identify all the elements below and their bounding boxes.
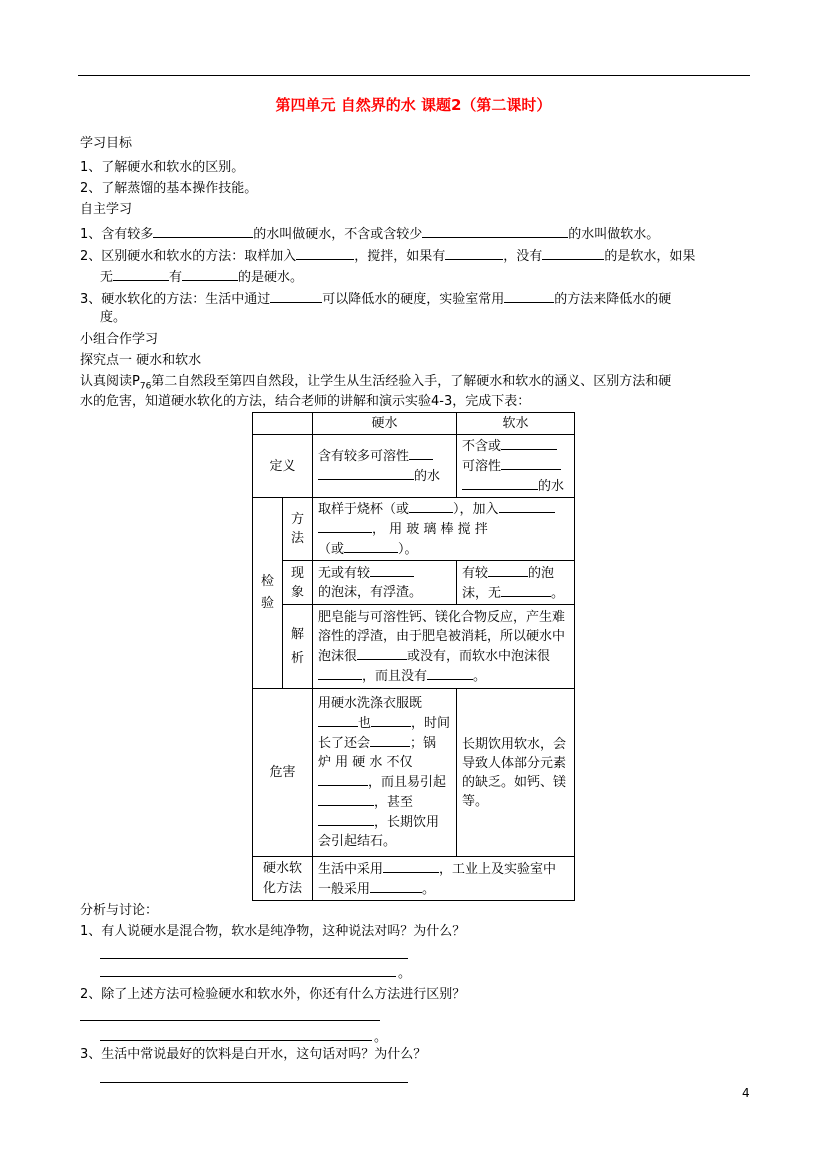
blank[interactable] bbox=[318, 812, 374, 826]
blank[interactable] bbox=[499, 499, 555, 513]
label-phenomenon: 现象 bbox=[283, 561, 313, 605]
answer-line[interactable] bbox=[100, 958, 408, 959]
softening-methods: 生活中采用 ，工业上及实验室中一般采用 。 bbox=[313, 857, 575, 901]
intro-line-2: 水的危害，知道硬水软化的方法，结合老师的讲解和演示实验4-3，完成下表： bbox=[80, 394, 531, 409]
blank[interactable] bbox=[153, 224, 253, 238]
blank[interactable] bbox=[427, 666, 473, 680]
group-heading: 小组合作学习 bbox=[80, 332, 159, 347]
answer-line[interactable] bbox=[100, 1082, 408, 1083]
blank[interactable] bbox=[113, 267, 169, 281]
self-study-heading: 自主学习 bbox=[80, 202, 133, 217]
blank[interactable] bbox=[370, 733, 410, 747]
page-title: 第四单元 自然界的水 课题2（第二课时） bbox=[275, 96, 552, 114]
blank[interactable] bbox=[270, 289, 322, 303]
blank[interactable] bbox=[370, 563, 414, 577]
question-3-line-2: 度。 bbox=[100, 310, 127, 325]
question-2-line-2: 无 有 的是硬水。 bbox=[100, 267, 303, 286]
blank[interactable] bbox=[318, 666, 362, 680]
blank[interactable] bbox=[318, 519, 372, 533]
blank[interactable] bbox=[488, 563, 528, 577]
phenomenon-hard: 无或有较 的泡沫，有浮渣。 bbox=[313, 561, 457, 605]
page-number: 4 bbox=[742, 1086, 750, 1100]
blank[interactable] bbox=[318, 772, 368, 786]
definition-soft: 不含或 可溶性 的水 bbox=[457, 435, 575, 498]
blank[interactable] bbox=[409, 499, 453, 513]
header-rule bbox=[78, 75, 750, 76]
blank[interactable] bbox=[371, 713, 411, 727]
goal-2: 2、了解蒸馏的基本操作技能。 bbox=[80, 181, 258, 196]
test-method: 取样于烧杯（或 ），加入 ， 用 玻 璃 棒 搅 拌 （或 ）。 bbox=[313, 498, 575, 561]
header-soft-water: 软水 bbox=[457, 413, 575, 435]
definition-hard: 含有较多可溶性 的水 bbox=[313, 435, 457, 498]
end-mark: 。 bbox=[374, 1030, 388, 1045]
header-hard-water: 硬水 bbox=[313, 413, 457, 435]
blank[interactable] bbox=[370, 879, 422, 893]
blank[interactable] bbox=[501, 436, 557, 450]
answer-line[interactable] bbox=[80, 1020, 380, 1021]
answer-line[interactable] bbox=[100, 1040, 372, 1041]
blank[interactable] bbox=[318, 792, 374, 806]
phenomenon-soft: 有较 的泡 沫，无 。 bbox=[457, 561, 575, 605]
blank[interactable] bbox=[318, 466, 414, 480]
answer-line[interactable] bbox=[100, 976, 396, 977]
goal-1: 1、了解硬水和软水的区别。 bbox=[80, 160, 245, 175]
blank[interactable] bbox=[409, 446, 433, 460]
blank[interactable] bbox=[422, 224, 568, 238]
row-harm: 危害 bbox=[253, 689, 313, 857]
explore-heading: 探究点一 硬水和软水 bbox=[80, 353, 202, 368]
blank[interactable] bbox=[182, 267, 238, 281]
blank[interactable] bbox=[504, 289, 554, 303]
row-softening: 硬水软化方法 bbox=[253, 857, 313, 901]
intro-line-1: 认真阅读$P_{76}$第二自然段至第四自然段，让学生从生活经验入手，了解硬水和软水的涵义、区别方法和硬 bbox=[80, 374, 672, 392]
question-1: 1、含有较多 的水叫做硬水，不含或含较少 的水叫做软水。 bbox=[80, 224, 659, 243]
goals-heading: 学习目标 bbox=[80, 136, 133, 151]
label-analysis: 解析 bbox=[283, 605, 313, 689]
hard-soft-water-table bbox=[252, 412, 575, 901]
end-mark: 。 bbox=[398, 966, 412, 981]
blank[interactable] bbox=[383, 859, 439, 873]
discussion-1: 1、有人说硬水是混合物，软水是纯净物，这种说法对吗？为什么？ bbox=[80, 924, 466, 939]
blank[interactable] bbox=[318, 713, 358, 727]
blank[interactable] bbox=[462, 476, 538, 490]
harm-soft: 长期饮用软水，会导致人体部分元素的缺乏。如钙、镁等。 bbox=[457, 689, 575, 857]
blank[interactable] bbox=[296, 246, 354, 260]
blank[interactable] bbox=[344, 539, 398, 553]
blank[interactable] bbox=[501, 456, 561, 470]
harm-hard: 用硬水洗涤衣服既也 ，时间长了还会 ；锅 炉 用 硬 水 不仅，而且易引起，甚至，长期饮用会引起结石。 bbox=[313, 689, 457, 857]
row-definition: 定义 bbox=[253, 435, 313, 498]
discussion-2: 2、除了上述方法可检验硬水和软水外，你还有什么方法进行区别？ bbox=[80, 987, 466, 1002]
blank[interactable] bbox=[357, 646, 407, 660]
question-2-line-1: 2、区别硬水和软水的方法：取样加入 ，搅拌，如果有 ，没有 的是软水，如果 bbox=[80, 246, 695, 265]
question-3-line-1: 3、硬水软化的方法：生活中通过 可以降低水的硬度，实验室常用 的方法来降低水的硬 bbox=[80, 289, 671, 308]
discussion-3: 3、生活中常说最好的饮料是白开水，这句话对吗？为什么？ bbox=[80, 1047, 427, 1062]
blank[interactable] bbox=[542, 246, 604, 260]
analysis: 肥皂能与可溶性钙、镁化合物反应，产生难溶性的浮渣，由于肥皂被消耗，所以硬水中泡沫很 或没有，而软水中泡沫很，而且没有 。 bbox=[313, 605, 575, 689]
label-method: 方法 bbox=[283, 498, 313, 561]
row-test: 检验 bbox=[253, 498, 283, 689]
discuss-heading: 分析与讨论： bbox=[80, 903, 159, 918]
blank[interactable] bbox=[445, 246, 503, 260]
blank[interactable] bbox=[501, 583, 551, 597]
